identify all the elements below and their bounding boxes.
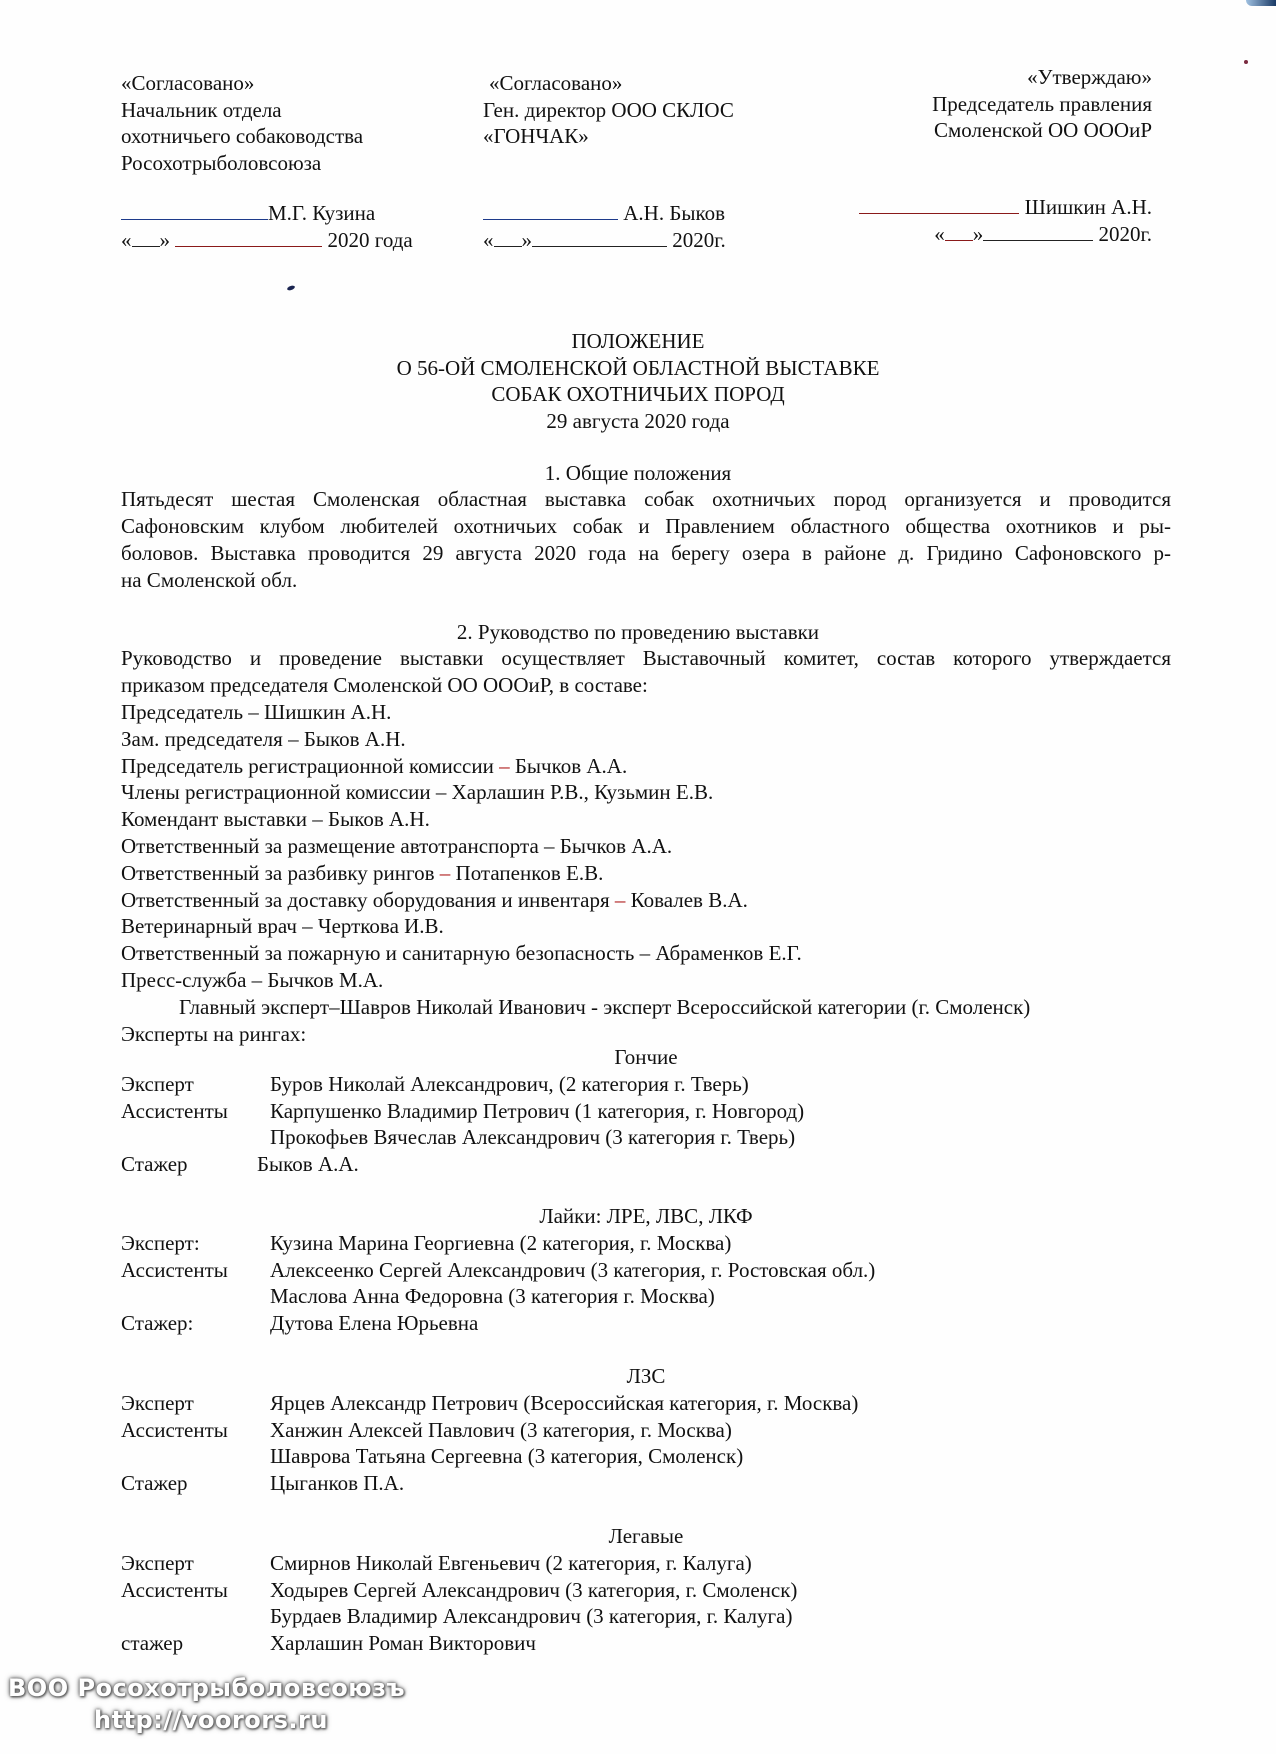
ring-heading: Лайки: ЛРЕ, ЛВС, ЛКФ xyxy=(539,1204,753,1228)
committee-role: Председатель регистрационной комиссии xyxy=(121,753,494,778)
approval-title-line: «ГОНЧАК» xyxy=(483,124,589,148)
ring-block-hounds xyxy=(121,1044,1171,1178)
ring-role: Стажер xyxy=(121,1152,188,1177)
body-line: боловов. Выставка проводится 29 августа 2020 года на берегу озера в районе д. Гридино Сафоновского р- xyxy=(121,541,1171,565)
committee-member: Шишкин А.Н. xyxy=(264,700,392,724)
ring-person: Ханжин Алексей Павлович (3 категория, г. Москва) xyxy=(270,1417,732,1442)
ring-row xyxy=(121,1443,1171,1470)
ring-role: Эксперт xyxy=(121,1071,194,1096)
committee-member: Ковалев В.А. xyxy=(630,887,748,912)
section-intro xyxy=(121,645,1171,699)
committee-item: Председатель регистрационной комиссии – Бычков А.А. xyxy=(121,753,628,778)
body-line: Руководство и проведение выставки осуществляет Выставочный комитет, состав которого утверждается xyxy=(121,646,1171,670)
date-line: « » 2020г. xyxy=(483,227,726,252)
signature-blank xyxy=(483,201,618,220)
watermark-org: ВОО Росохотрыболовсоюзъ xyxy=(8,1674,406,1702)
ring-row xyxy=(121,1310,1171,1337)
ring-heading: ЛЗС xyxy=(626,1364,666,1388)
date-year: 2020г. xyxy=(672,227,726,252)
ring-row xyxy=(121,1071,1171,1098)
date-year: 2020г. xyxy=(1098,221,1152,246)
committee-member: Бычков А.А. xyxy=(514,753,628,778)
approval-title-line: охотничьего собаководства xyxy=(121,124,364,148)
ring-row xyxy=(121,1283,1171,1310)
committee-item: Ответственный за доставку оборудования и инвентаря – Ковалев В.А. xyxy=(121,887,748,912)
committee-member: Абраменков Е.Г. xyxy=(655,941,802,966)
ring-row xyxy=(121,1151,1171,1178)
date-line: « » 2020 года xyxy=(121,227,413,252)
ring-role: Ассистенты xyxy=(121,1417,228,1442)
committee-role: Ответственный за пожарную и санитарную безопасность xyxy=(121,941,635,966)
ring-role xyxy=(121,1443,270,1470)
section-heading: 2. Руководство по проведению выставки xyxy=(456,620,820,644)
ring-row xyxy=(121,1390,1171,1417)
committee-role: Пресс-служба xyxy=(121,967,247,992)
day-blank xyxy=(132,228,160,247)
ring-role: Эксперт: xyxy=(121,1230,200,1255)
ring-person: Прокофьев Вячеслав Александрович (3 категория г. Тверь) xyxy=(270,1125,796,1150)
ring-role: Ассистенты xyxy=(121,1257,228,1282)
signer-name: М.Г. Кузина xyxy=(268,201,376,225)
ring-role xyxy=(121,1603,270,1630)
ring-row xyxy=(121,1603,1171,1630)
day-blank xyxy=(494,228,522,247)
ring-role: Стажер xyxy=(121,1471,188,1496)
ring-person: Маслова Анна Федоровна (3 категория г. Москва) xyxy=(270,1284,715,1309)
committee-item: Ветеринарный врач – Черткова И.В. xyxy=(121,914,444,939)
committee-role: Зам. председателя xyxy=(121,726,283,751)
committee-member: Бычков А.А. xyxy=(559,833,673,858)
ring-block-laikas xyxy=(121,1203,1171,1337)
ring-row xyxy=(121,1230,1171,1257)
signature-line xyxy=(483,200,734,227)
ring-block-lzs xyxy=(121,1363,1171,1497)
signature-line xyxy=(121,200,413,227)
title-date: 29 августа 2020 года xyxy=(546,408,730,433)
ring-person: Буров Николай Александрович, (2 категория г. Тверь) xyxy=(270,1071,749,1096)
ring-person: Быков А.А. xyxy=(257,1152,359,1177)
ring-row xyxy=(121,1550,1171,1577)
committee-member: Харлашин Р.В., Кузьмин Е.В. xyxy=(451,780,714,805)
ring-person: Карпушенко Владимир Петрович (1 категория, г. Новгород) xyxy=(270,1098,805,1123)
committee-member: Черткова И.В. xyxy=(317,914,444,939)
signature-line xyxy=(859,194,1152,221)
title-line: ПОЛОЖЕНИЕ xyxy=(571,329,705,353)
committee-list xyxy=(121,699,1030,1047)
ring-row xyxy=(121,1630,1171,1657)
ring-row xyxy=(121,1257,1171,1284)
title-line: О 56-ОЙ СМОЛЕНСКОЙ ОБЛАСТНОЙ ВЫСТАВКЕ xyxy=(396,355,880,380)
approval-title-line: Росохотрыболовсоюза xyxy=(121,150,322,175)
ring-role xyxy=(121,1283,270,1310)
month-blank xyxy=(175,228,322,247)
day-blank xyxy=(945,222,973,241)
committee-role: Ответственный за размещение автотранспорта xyxy=(121,833,539,858)
ring-person: Смирнов Николай Евгеньевич (2 категория, г. Калуга) xyxy=(270,1550,752,1575)
ring-heading: Гончие xyxy=(614,1045,678,1069)
committee-member: Бычков М.А. xyxy=(267,967,384,992)
signer-name: Шишкин А.Н. xyxy=(1024,195,1152,219)
date-line: « » 2020г. xyxy=(934,221,1152,246)
ring-person: Цыганков П.А. xyxy=(270,1471,405,1496)
ring-person: Шаврова Татьяна Сергеевна (3 категория, Смоленск) xyxy=(270,1444,744,1469)
committee-item: Зам. председателя – Быков А.Н. xyxy=(121,726,406,751)
approval-title-line: Начальник отдела xyxy=(121,97,282,122)
committee-item: Пресс-служба – Бычков М.А. xyxy=(121,967,384,992)
ring-row xyxy=(121,1417,1171,1444)
ring-experts-label: Эксперты на рингах: xyxy=(121,1021,307,1046)
ring-role xyxy=(121,1124,270,1151)
body-line: Сафоновским клубом любителей охотничьих собак и Правлением областного общества охотников и ры- xyxy=(121,514,1171,538)
signer-name: А.Н. Быков xyxy=(623,201,726,225)
committee-item: Ответственный за пожарную и санитарную безопасность – Абраменков Е.Г. xyxy=(121,941,802,966)
ring-person: Бурдаев Владимир Александрович (3 категория, г. Калуга) xyxy=(270,1604,793,1629)
committee-role: Ответственный за доставку оборудования и инвентаря xyxy=(121,887,610,912)
committee-item: Ответственный за размещение автотранспорта – Бычков А.А. xyxy=(121,833,673,858)
scan-speck xyxy=(287,285,296,291)
approval-status: «Согласовано» xyxy=(121,71,255,95)
scan-edge-artifact xyxy=(1246,0,1276,6)
committee-role: Члены регистрационной комиссии xyxy=(121,780,431,805)
committee-member: Быков А.Н. xyxy=(328,807,430,832)
body-line: на Смоленской обл. xyxy=(121,568,298,592)
ring-role: Стажер: xyxy=(121,1311,194,1336)
ring-heading: Легавые xyxy=(608,1524,684,1548)
approval-title-line: Ген. директор ООО СКЛОС xyxy=(483,97,734,122)
approval-block-left xyxy=(121,70,413,253)
approval-block-middle xyxy=(483,70,734,253)
signature-blank xyxy=(121,201,268,220)
date-year: 2020 года xyxy=(327,227,413,252)
ring-role: Эксперт xyxy=(121,1390,194,1415)
ring-person: Ярцев Александр Петрович (Всероссийская категория, г. Москва) xyxy=(270,1390,859,1415)
chief-expert: Главный эксперт–Шавров Николай Иванович - эксперт Всероссийской категории (г. Смоленск) xyxy=(179,994,1031,1019)
ring-person: Харлашин Роман Викторович xyxy=(270,1631,536,1656)
committee-item: Члены регистрационной комиссии – Харлашин Р.В., Кузьмин Е.В. xyxy=(121,780,714,805)
section-body xyxy=(121,486,1171,594)
committee-role: Ответственный за разбивку рингов xyxy=(121,860,435,885)
ring-person: Алексеенко Сергей Александрович (3 категория, г. Ростовская обл.) xyxy=(270,1257,876,1282)
committee-item: Комендант выставки – Быков А.Н. xyxy=(121,807,430,832)
approval-title-line: Смоленской ОО ОООиР xyxy=(934,118,1152,142)
ring-row xyxy=(121,1124,1171,1151)
scan-speck xyxy=(1244,60,1248,64)
ring-row xyxy=(121,1470,1171,1497)
committee-item: Председатель – Шишкин А.Н. xyxy=(121,700,392,724)
ring-role: Ассистенты xyxy=(121,1098,228,1123)
committee-item: Ответственный за разбивку рингов – Потапенков Е.В. xyxy=(121,860,604,885)
body-line: Пятьдесят шестая Смоленская областная выставка собак охотничьих пород организуется и проводится xyxy=(121,487,1171,511)
approval-title-line: Председатель правления xyxy=(932,91,1152,116)
watermark-url: http://voorors.ru xyxy=(94,1706,328,1734)
ring-role: Ассистенты xyxy=(121,1577,228,1602)
approval-block-right xyxy=(859,64,1152,247)
ring-role: Эксперт xyxy=(121,1550,194,1575)
ring-block-pointers xyxy=(121,1523,1171,1657)
approval-status: «Утверждаю» xyxy=(1027,65,1152,89)
committee-role: Председатель xyxy=(121,700,244,724)
ring-person: Дутова Елена Юрьевна xyxy=(270,1311,479,1336)
committee-member: Потапенков Е.В. xyxy=(455,860,604,885)
month-blank xyxy=(532,228,667,247)
ring-person: Ходырев Сергей Александрович (3 категория, г. Смоленск) xyxy=(270,1577,798,1602)
section-heading: 1. Общие положения xyxy=(544,461,732,485)
month-blank xyxy=(983,222,1093,241)
approval-status: «Согласовано» xyxy=(489,71,623,95)
signature-blank xyxy=(859,195,1019,214)
document-title xyxy=(0,328,1276,434)
ring-row xyxy=(121,1577,1171,1604)
committee-role: Комендант выставки xyxy=(121,807,308,832)
title-line: СОБАК ОХОТНИЧЬИХ ПОРОД xyxy=(491,382,785,406)
ring-row xyxy=(121,1098,1171,1125)
ring-role: стажер xyxy=(121,1631,184,1656)
body-line: приказом председателя Смоленской ОО ОООиР, в составе: xyxy=(121,673,648,697)
committee-member: Быков А.Н. xyxy=(303,726,406,751)
ring-person: Кузина Марина Георгиевна (2 категория, г. Москва) xyxy=(270,1230,732,1255)
committee-role: Ветеринарный врач xyxy=(121,914,297,939)
